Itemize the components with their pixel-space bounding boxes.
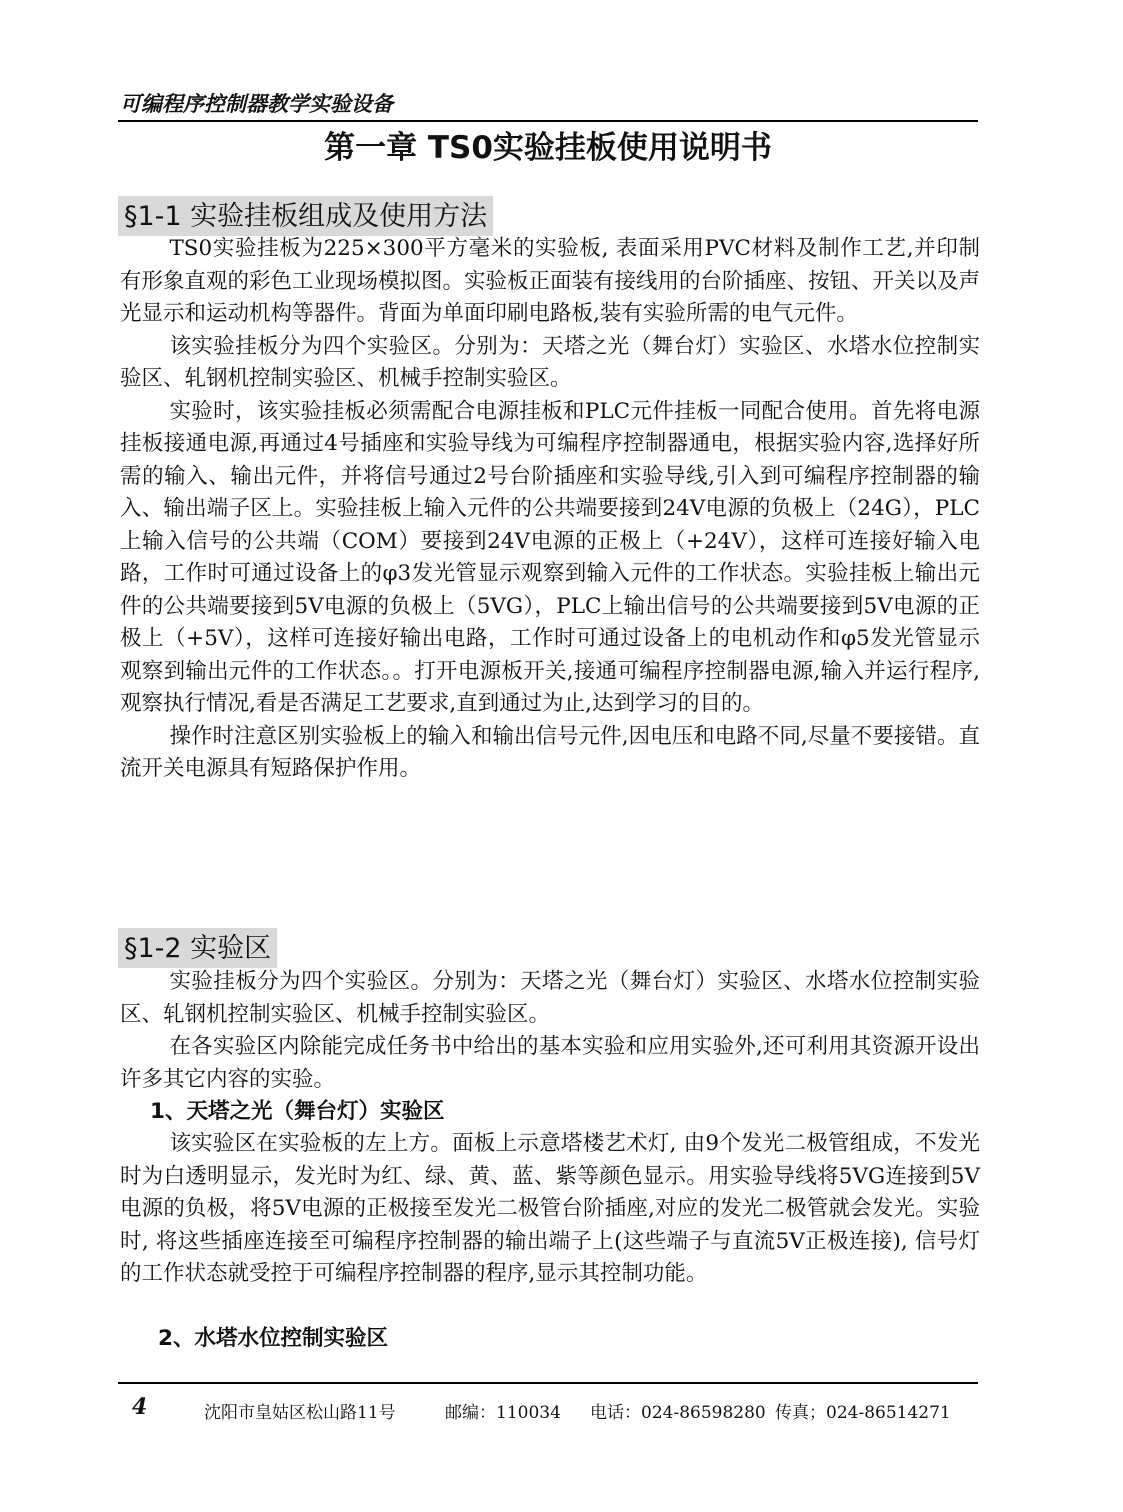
chapter-title: 第一章 TS0实验挂板使用说明书	[324, 130, 772, 166]
footer-address: 沈阳市皇姑区松山路11号	[204, 1403, 396, 1423]
section-heading-1-1: §1-1 实验挂板组成及使用方法	[118, 196, 493, 236]
paragraph: 在各实验区内除能完成任务书中给出的基本实验和应用实验外,还可利用其资源开设出许多其它内容的实验。	[120, 1034, 980, 1092]
footer-phone: 电话：024-86598280	[590, 1403, 766, 1423]
paragraph: TS0实验挂板为225×300平方毫米的实验板, 表面采用PVC材料及制作工艺,并印制有形象直观的彩色工业现场模拟图。实验板正面装有接线用的台阶插座、按钮、开关以及声光显示和运动机构等器件。背面为单面印刷电路板,装有实验所需的电气元件。	[120, 236, 981, 326]
page-number: 4	[132, 1394, 148, 1420]
paragraph: 实验时，该实验挂板必须需配合电源挂板和PLC元件挂板一同配合使用。首先将电源挂板接通电源,再通过4号插座和实验导线为可编程序控制器通电，根据实验内容,选择好所需的输入、输出元件，并将信号通过2号台阶插座和实验导线,引入到可编程序控制器的输入、输出端子区上。实验挂板上输入元件的公共端要接到24V电源的负极上（24G），PLC上输入信号的公共端（COM）要接到24V电源的正极上（+24V），这样可连接好输入电路，工作时可通过设备上的φ3发光管显示观察到输入元件的工作状态。实验挂板上输出元件的公共端要接到5V电源的负极上（5VG），PLC上输出信号的公共端要接到5V电源的正极上（+5V），这样可连接好输出电路，工作时可通过设备上的电机动作和φ5发光管显示观察到输出元件的工作状态。。打开电源板开关,接通可编程序控制器电源,输入并运行程序,观察执行情况,看是否满足工艺要求,直到通过为止,达到学习的目的。	[120, 398, 980, 716]
subsection-heading-1: 1、天塔之光（舞台灯）实验区	[150, 1099, 445, 1124]
subsection-heading-2: 2、水塔水位控制实验区	[158, 1326, 388, 1351]
subsection-1-body	[120, 1128, 980, 1291]
paragraph: 该实验挂板分为四个实验区。分别为：天塔之光（舞台灯）实验区、水塔水位控制实验区、轧钢机控制实验区、机械手控制实验区。	[120, 333, 980, 391]
paragraph: 该实验区在实验板的左上方。面板上示意塔楼艺术灯, 由9个发光二极管组成，不发光时为白透明显示，发光时为红、绿、黄、蓝、紫等颜色显示。用实验导线将5VG连接到5V电源的负极，将5V电源的正极接至发光二极管台阶插座,对应的发光二极管就会发光。实验时, 将这些插座连接至可编程序控制器的输出端子上(这些端子与直流5V正极连接), 信号灯的工作状态就受控于可编程序控制器的程序,显示其控制功能。	[120, 1131, 980, 1286]
paragraph: 操作时注意区别实验板上的输入和输出信号元件,因电压和电路不同,尽量不要接错。直流开关电源具有短路保护作用。	[120, 723, 980, 781]
footer-postcode: 邮编：110034	[445, 1403, 561, 1423]
footer-fax: 传真；024-86514271	[775, 1403, 951, 1423]
footer-rule	[118, 1382, 978, 1384]
section-1-2-body	[120, 966, 980, 1096]
section-heading-1-2: §1-2 实验区	[118, 928, 277, 968]
section-1-1-body	[120, 233, 980, 786]
running-header: 可编程序控制器教学实验设备	[120, 92, 393, 116]
paragraph: 实验挂板分为四个实验区。分别为：天塔之光（舞台灯）实验区、水塔水位控制实验区、轧钢机控制实验区、机械手控制实验区。	[120, 969, 980, 1027]
